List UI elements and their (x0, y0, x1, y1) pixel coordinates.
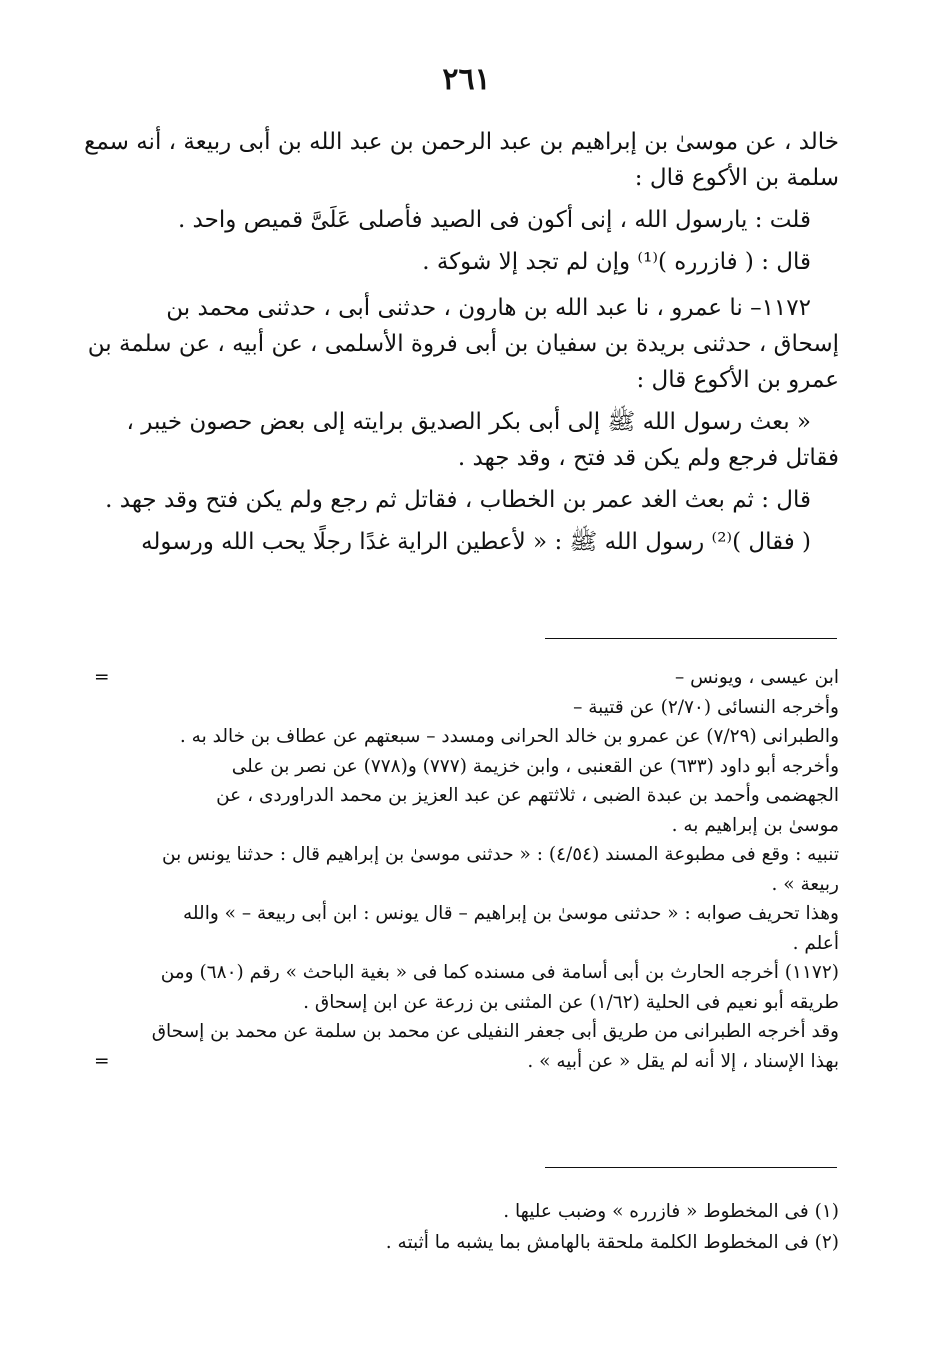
main-text-line: فقاتل فرجع ولم يكن قد فتح ، وقد جهد . (457, 445, 839, 471)
main-text-line: سلمة بن الأكوع قال : (634, 165, 839, 191)
note-line (94, 870, 839, 900)
note-line (94, 693, 839, 723)
note-line (94, 958, 839, 988)
continuation-mark: = (94, 667, 110, 688)
note-text: وهذا تحريف صوابه : « حدثنى موسىٰ بن إبراهيم – قال يونس : ابن أبى ربيعة – » والله (183, 903, 839, 924)
footnote-line: (١) فى المخطوط « فازرره » وضبب عليها . (503, 1201, 839, 1222)
main-text-line: إسحاق ، حدثنى بريدة بن سفيان بن أبى فروة الأسلمى ، عن أبيه ، عن سلمة بن (87, 331, 839, 357)
note-line (94, 722, 839, 752)
footnote-line: (٢) فى المخطوط الكلمة ملحقة بالهامش بما يشبه ما أثبته . (385, 1232, 839, 1253)
note-line (94, 1017, 839, 1047)
note-text: تنبيه : وقع فى مطبوعة المسند (٤/٥٤) : « حدثنى موسىٰ بن إبراهيم قال : حدثنا يونس بن (162, 844, 839, 865)
note-text: أعلم . (792, 932, 839, 954)
note-text: بهذا الإسناد ، إلا أنه لم يقل « عن أبيه » . (527, 1050, 839, 1072)
main-text (84, 124, 839, 560)
note-text: طريقه أبو نعيم فى الحلية (١/٦٢) عن المثنى بن زرعة عن ابن إسحاق . (303, 991, 839, 1013)
main-text-line: ١١٧٢– نا عمرو ، نا عبد الله بن هارون ، حدثنى أبى ، حدثنى محمد بن (166, 295, 811, 321)
main-text-line: قلت : يارسول الله ، إنى أكون فى الصيد فأصلى عَلَىَّ قميص واحد . (177, 207, 811, 233)
footnote-separator-top (545, 638, 837, 639)
note-line (94, 781, 839, 811)
note-line (94, 988, 839, 1018)
main-text-line: « بعث رسول الله ﷺ إلى أبى بكر الصديق برايته إلى بعض حصون خيبر ، (126, 409, 811, 435)
continuation-mark: = (94, 1050, 110, 1072)
note-line (94, 899, 839, 929)
page-number: ٢٦١ (442, 62, 491, 97)
note-line (94, 752, 839, 782)
note-line (94, 929, 839, 959)
note-line (94, 811, 839, 841)
main-text-line: قال : ( فازرره )⁽¹⁾ وإن لم تجد إلا شوكة . (422, 249, 811, 275)
note-text: ابن عيسى ، ويونس – (674, 667, 839, 688)
footnote-separator-bottom (545, 1167, 837, 1168)
note-text: والطبرانى (٧/٢٩) عن عمرو بن خالد الحرانى ومسدد – سبعتهم عن عطاف بن خالد به . (179, 726, 839, 747)
note-text: موسىٰ بن إبراهيم به . (671, 814, 839, 836)
note-text: وقد أخرجه الطبرانى من طريق أبى جعفر النفيلى عن محمد بن سلمة عن محمد بن إسحاق (151, 1021, 839, 1042)
main-text-line: خالد ، عن موسىٰ بن إبراهيم بن عبد الرحمن بن عبد الله بن أبى ربيعة ، أنه سمع (84, 129, 839, 155)
main-text-line: قال : ثم بعث الغد عمر بن الخطاب ، فقاتل ثم رجع ولم يكن فتح وقد جهد . (105, 487, 811, 513)
note-line (94, 840, 839, 870)
note-text: (١١٧٢) أخرجه الحارث بن أبى أسامة فى مسنده كما فى « بغية الباحث » رقم (٦٨٠) ومن (160, 962, 839, 983)
main-text-line: عمرو بن الأكوع قال : (636, 367, 839, 393)
main-text-line: ( فقال )⁽²⁾ رسول الله ﷺ : « لأعطين الراية غدًا رجلًا يحب الله ورسوله (141, 529, 811, 555)
commentary-notes (94, 663, 839, 1076)
note-line (94, 1047, 839, 1077)
note-text: ربيعة » . (771, 873, 839, 895)
note-text: الجهضمى وأحمد بن عبدة الضبى ، ثلاثتهم عن عبد العزيز بن محمد الدراوردى ، عن (216, 785, 839, 806)
note-text: وأخرجه النسائى (٢/٧٠) عن قتيبة – (573, 696, 839, 718)
note-text: وأخرجه أبو داود (٦٣٣) عن القعنبى ، وابن خزيمة (٧٧٧) و(٧٧٨) عن نصر بن على (231, 755, 839, 777)
note-line (94, 663, 839, 693)
footnotes (94, 1196, 839, 1258)
